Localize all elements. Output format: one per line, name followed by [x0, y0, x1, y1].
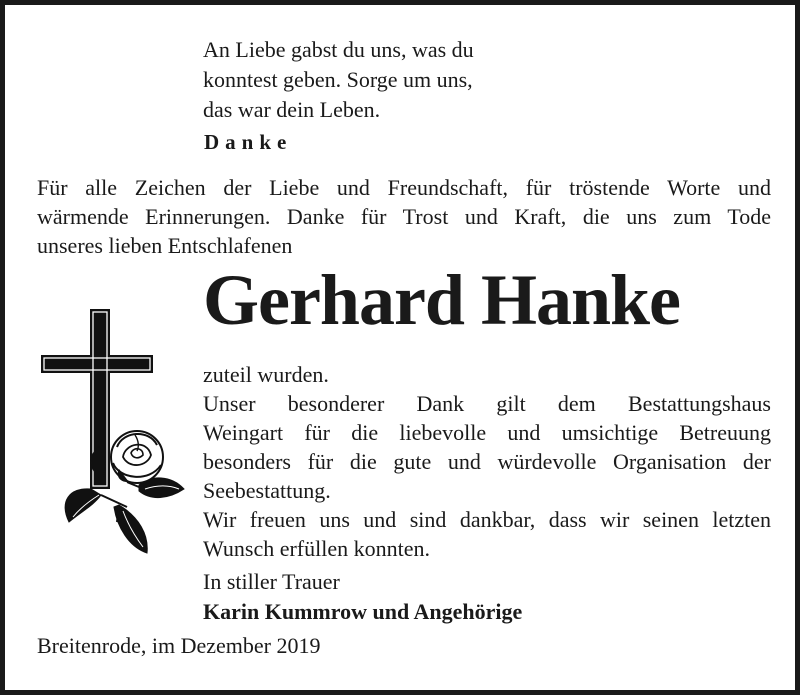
intro-line: unseres lieben Entschlafenen	[37, 233, 293, 258]
poem-line: das war dein Leben.	[203, 97, 381, 122]
intro-text	[37, 173, 771, 260]
thanks-heading: Danke	[204, 130, 293, 154]
place-date: Breitenrode, im Dezember 2019	[37, 633, 321, 658]
body-line: Seebestattung.	[203, 478, 331, 503]
body-line: besonders für die gute und würdevolle Organisation der	[203, 449, 771, 474]
body-line: Wunsch erfüllen konnten.	[203, 536, 430, 561]
body-line: Unser besonderer Dank gilt dem Bestattungshaus	[203, 391, 771, 416]
poem-line: konntest geben. Sorge um uns,	[203, 67, 473, 92]
body-line: Weingart für die liebevolle und umsichtige Betreuung	[203, 420, 771, 445]
intro-line: wärmende Erinnerungen. Danke für Trost und Kraft, die uns zum Tode	[37, 204, 771, 229]
rose-icon	[111, 431, 163, 483]
closing	[203, 567, 522, 627]
intro-line: Für alle Zeichen der Liebe und Freundschaft, für tröstende Worte und	[37, 175, 771, 200]
body-text	[203, 360, 771, 563]
body-line: Wir freuen uns und sind dankbar, dass wir seinen letzten	[203, 507, 771, 532]
cross-with-rose-icon	[39, 307, 189, 567]
closing-phrase: In stiller Trauer	[203, 569, 340, 594]
deceased-name: Gerhard Hanke	[203, 260, 681, 340]
poem-line: An Liebe gabst du uns, was du	[203, 37, 474, 62]
body-line: zuteil wurden.	[203, 362, 329, 387]
signers: Karin Kummrow und Angehörige	[203, 599, 523, 624]
poem	[203, 35, 474, 125]
